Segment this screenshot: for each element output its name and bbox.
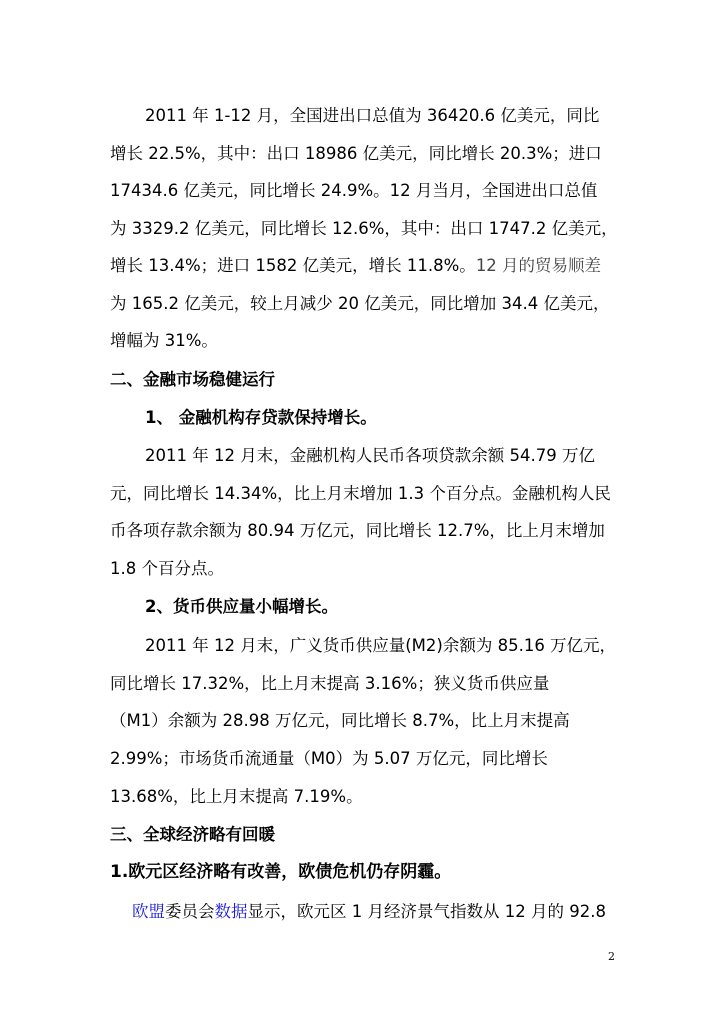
trade-line-3: 17434.6 亿美元，同比增长 24.9%。12 月当月，全国进出口总值 <box>110 181 598 200</box>
money-line-2: 同比增长 17.32%，比上月末提高 3.16%；狭义货币供应量 <box>110 674 550 693</box>
money-line-3: （M1）余额为 28.98 万亿元，同比增长 8.7%，比上月末提高 <box>110 711 570 730</box>
euro-line-1 <box>132 902 606 922</box>
data-link[interactable]: 数据 <box>214 902 248 921</box>
trade-line-5-text: 增长 13.4%；进口 1582 亿美元，增长 11.8%。 <box>110 256 476 275</box>
trade-line-5 <box>110 256 601 276</box>
trade-line-7: 增幅为 31%。 <box>110 331 218 350</box>
section-3-heading: 三、全球经济略有回暖 <box>110 825 275 844</box>
money-line-4: 2.99%；市场货币流通量（M0）为 5.07 万亿元，同比增长 <box>110 749 548 768</box>
subsection-2-heading: 2、货币供应量小幅增长。 <box>145 597 338 616</box>
money-line-1: 2011 年 12 月末，广义货币供应量(M2)余额为 85.16 万亿元， <box>145 636 617 655</box>
subsection-1-heading: 1、 金融机构存贷款保持增长。 <box>145 408 377 427</box>
page-number: 2 <box>608 950 615 963</box>
trade-line-2: 增长 22.5%，其中：出口 18986 亿美元，同比增长 20.3%；进口 <box>110 144 602 163</box>
money-line-5: 13.68%，比上月末提高 7.19%。 <box>110 787 363 806</box>
eu-link[interactable]: 欧盟 <box>132 902 165 921</box>
trade-line-1: 2011 年 1-12 月，全国进出口总值为 36420.6 亿美元，同比 <box>145 106 600 125</box>
euro-text-2: 显示，欧元区 1 月经济景气指数从 12 月的 92.8 <box>247 902 606 921</box>
loans-line-3: 币各项存款余额为 80.94 万亿元，同比增长 12.7%，比上月末增加 <box>110 521 605 540</box>
trade-line-4: 为 3329.2 亿美元，同比增长 12.6%，其中：出口 1747.2 亿美元， <box>110 219 618 238</box>
trade-line-6: 为 165.2 亿美元，较上月减少 20 亿美元，同比增加 34.4 亿美元， <box>110 294 610 313</box>
loans-line-4: 1.8 个百分点。 <box>110 559 224 578</box>
loans-line-1: 2011 年 12 月末，金融机构人民币各项贷款余额 54.79 万亿 <box>145 446 595 465</box>
loans-line-2: 元，同比增长 14.34%，比上月末增加 1.3 个百分点。金融机构人民 <box>110 484 611 503</box>
trade-surplus-text: 12 月的贸易顺差 <box>475 256 602 275</box>
euro-text-1: 委员会 <box>165 902 215 921</box>
subsection-3-heading: 1.欧元区经济略有改善，欧债危机仍存阴霾。 <box>110 862 452 882</box>
section-2-heading: 二、金融市场稳健运行 <box>110 370 275 389</box>
